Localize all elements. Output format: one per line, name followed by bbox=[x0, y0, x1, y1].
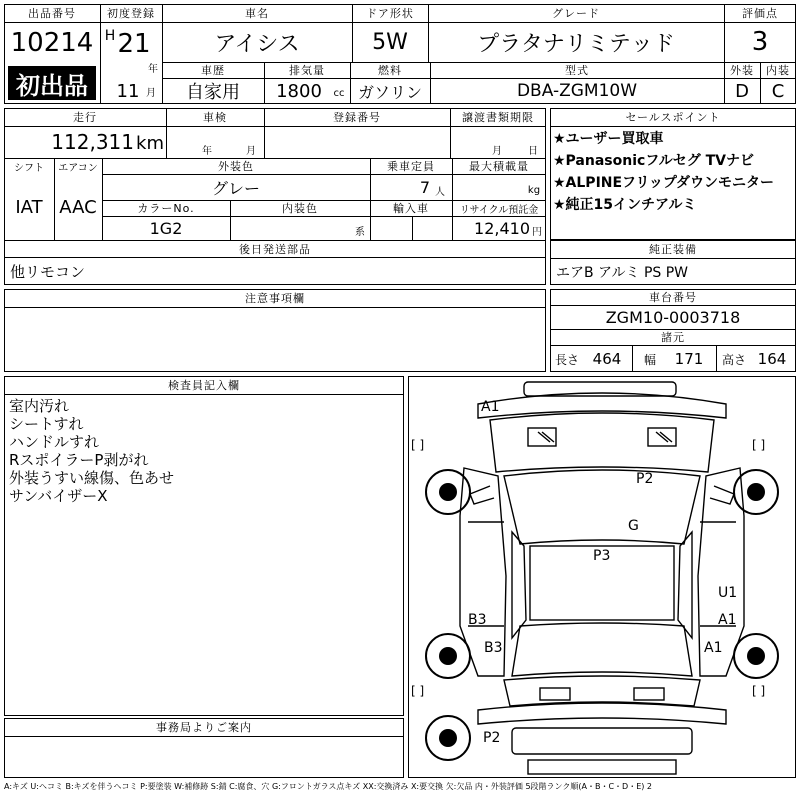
int-score-label: 内装 bbox=[766, 64, 790, 77]
transfer-month-unit: 月 bbox=[492, 145, 502, 156]
lot-number: 10214 bbox=[10, 28, 94, 58]
reg-month: 11 bbox=[116, 80, 140, 102]
inspection-year-unit: 年 bbox=[202, 145, 212, 156]
overall-score: 3 bbox=[751, 27, 769, 57]
reg-number-label: 登録番号 bbox=[333, 111, 381, 124]
seating-capacity: 7 bbox=[419, 177, 430, 197]
transfer-deadline-label: 譲渡書類期限 bbox=[462, 111, 534, 124]
damage-label: P3 bbox=[593, 548, 611, 564]
equipment-value: エアB アルミ PS PW bbox=[556, 264, 689, 281]
damage-label: A1 bbox=[481, 399, 500, 415]
damage-label: B3 bbox=[484, 640, 503, 656]
selling-point-item: ★ALPINEフリップダウンモニター bbox=[553, 175, 774, 191]
int-color-unit: 系 bbox=[355, 226, 365, 238]
displacement: 1800 bbox=[276, 80, 322, 102]
reg-year: 21 bbox=[117, 29, 151, 59]
history-label: 車歴 bbox=[201, 64, 225, 77]
equipment-label: 純正装備 bbox=[649, 243, 697, 256]
width-value: 171 bbox=[674, 350, 704, 368]
ext-score-label: 外装 bbox=[730, 64, 754, 77]
height-label: 高さ bbox=[721, 352, 746, 367]
length-label: 長さ bbox=[554, 352, 579, 367]
first-listing-badge: 初出品 bbox=[8, 66, 96, 100]
color-no-label: カラーNo. bbox=[137, 202, 195, 215]
displacement-unit: cc bbox=[333, 87, 345, 99]
inspector-label: 検査員記入欄 bbox=[168, 379, 240, 392]
chassis-number: ZGM10-0003718 bbox=[605, 307, 741, 327]
seats-label: 乗車定員 bbox=[387, 160, 435, 173]
year-unit: 年 bbox=[148, 63, 158, 74]
car-name-label: 車名 bbox=[245, 7, 269, 20]
tire-bracket: [ ] bbox=[752, 438, 766, 452]
shift-label: シフト bbox=[14, 162, 44, 174]
era: H bbox=[104, 28, 116, 44]
dims-label: 諸元 bbox=[661, 331, 685, 344]
later-parts-label: 後日発送部品 bbox=[239, 243, 311, 256]
interior-score: C bbox=[771, 80, 785, 102]
score-label: 評価点 bbox=[742, 7, 778, 20]
tire-bracket: [ ] bbox=[411, 684, 425, 698]
recycle-label: リサイクル預託金 bbox=[459, 204, 539, 216]
exterior-score: D bbox=[735, 80, 749, 102]
color-number: 1G2 bbox=[149, 218, 183, 238]
car-name: アイシス bbox=[214, 31, 300, 57]
first-reg-label: 初度登録 bbox=[107, 7, 155, 20]
selling-point-item: ★ユーザー買取車 bbox=[553, 131, 664, 147]
model-label: 型式 bbox=[565, 64, 589, 77]
inspection-label: 車検 bbox=[203, 111, 227, 124]
selling-point-item: ★純正15インチアルミ bbox=[553, 197, 697, 213]
max-load-label: 最大積載量 bbox=[469, 160, 529, 173]
width-label: 幅 bbox=[643, 352, 656, 367]
recycle-deposit: 12,410 bbox=[474, 218, 530, 238]
selling-points-list bbox=[553, 128, 793, 216]
damage-label: P2 bbox=[636, 471, 654, 487]
selling-point-item: ★Panasonicフルセグ TVナビ bbox=[553, 153, 755, 169]
grade-label: グレード bbox=[552, 7, 600, 20]
shift-type: IAT bbox=[15, 196, 43, 218]
car-history: 自家用 bbox=[186, 82, 240, 103]
notes-label: 注意事項欄 bbox=[245, 292, 305, 305]
later-parts-value: 他リモコン bbox=[10, 262, 86, 281]
damage-label: G bbox=[628, 518, 639, 534]
damage-label: U1 bbox=[718, 585, 738, 601]
damage-label: A1 bbox=[704, 640, 723, 656]
door-label: ドア形状 bbox=[366, 7, 414, 20]
mileage-label: 走行 bbox=[73, 111, 97, 124]
model-code: DBA-ZGM10W bbox=[516, 81, 638, 101]
mileage-unit: km bbox=[136, 132, 164, 154]
recycle-unit: 円 bbox=[532, 226, 542, 238]
fuel-label: 燃料 bbox=[378, 64, 402, 77]
office-label: 事務局よりご案内 bbox=[156, 721, 252, 734]
import-label: 輸入車 bbox=[393, 202, 429, 215]
mileage: 112,311 bbox=[51, 130, 134, 154]
transfer-day-unit: 日 bbox=[528, 145, 538, 156]
damage-label: A1 bbox=[718, 612, 737, 628]
seats-unit: 人 bbox=[435, 186, 445, 198]
height-value: 164 bbox=[757, 350, 787, 368]
length-value: 464 bbox=[592, 350, 622, 368]
lot-no-label: 出品番号 bbox=[28, 7, 76, 20]
load-unit: kg bbox=[527, 184, 541, 196]
tire-bracket: [ ] bbox=[752, 684, 766, 698]
month-unit: 月 bbox=[146, 87, 156, 98]
damage-label: B3 bbox=[468, 612, 487, 628]
ac-label: エアコン bbox=[58, 162, 98, 174]
damage-label: P2 bbox=[483, 730, 501, 746]
selling-points-label: セールスポイント bbox=[625, 111, 721, 124]
chassis-label: 車台番号 bbox=[649, 291, 697, 304]
damage-legend: A:キズ U:ヘコミ B:キズを伴うヘコミ P:要塗装 W:補修跡 S:錆 C:腐食、穴 G:フロントガラス点キズ XX:交換済み X:要交換 欠:欠品 内・外装評価 5段階ランク順(A・B・C・D・E) 2 bbox=[4, 782, 653, 791]
tire-bracket: [ ] bbox=[411, 438, 425, 452]
door-type: 5W bbox=[372, 29, 408, 55]
ac-type: AAC bbox=[59, 196, 97, 218]
ext-color-label: 外装色 bbox=[218, 160, 254, 173]
inspector-notes: 室内汚れ シートすれ ハンドルすれ RスポイラーP剥がれ 外装うすい線傷、色あせ サンバイザーX bbox=[9, 397, 175, 505]
int-color-label: 内装色 bbox=[282, 202, 318, 215]
car-diagram bbox=[408, 376, 796, 778]
exterior-color: グレー bbox=[211, 178, 260, 198]
fuel-type: ガソリン bbox=[357, 82, 422, 102]
inspection-month-unit: 月 bbox=[246, 145, 256, 156]
displacement-label: 排気量 bbox=[289, 64, 325, 77]
grade: プラタナリミテッド bbox=[477, 31, 675, 57]
